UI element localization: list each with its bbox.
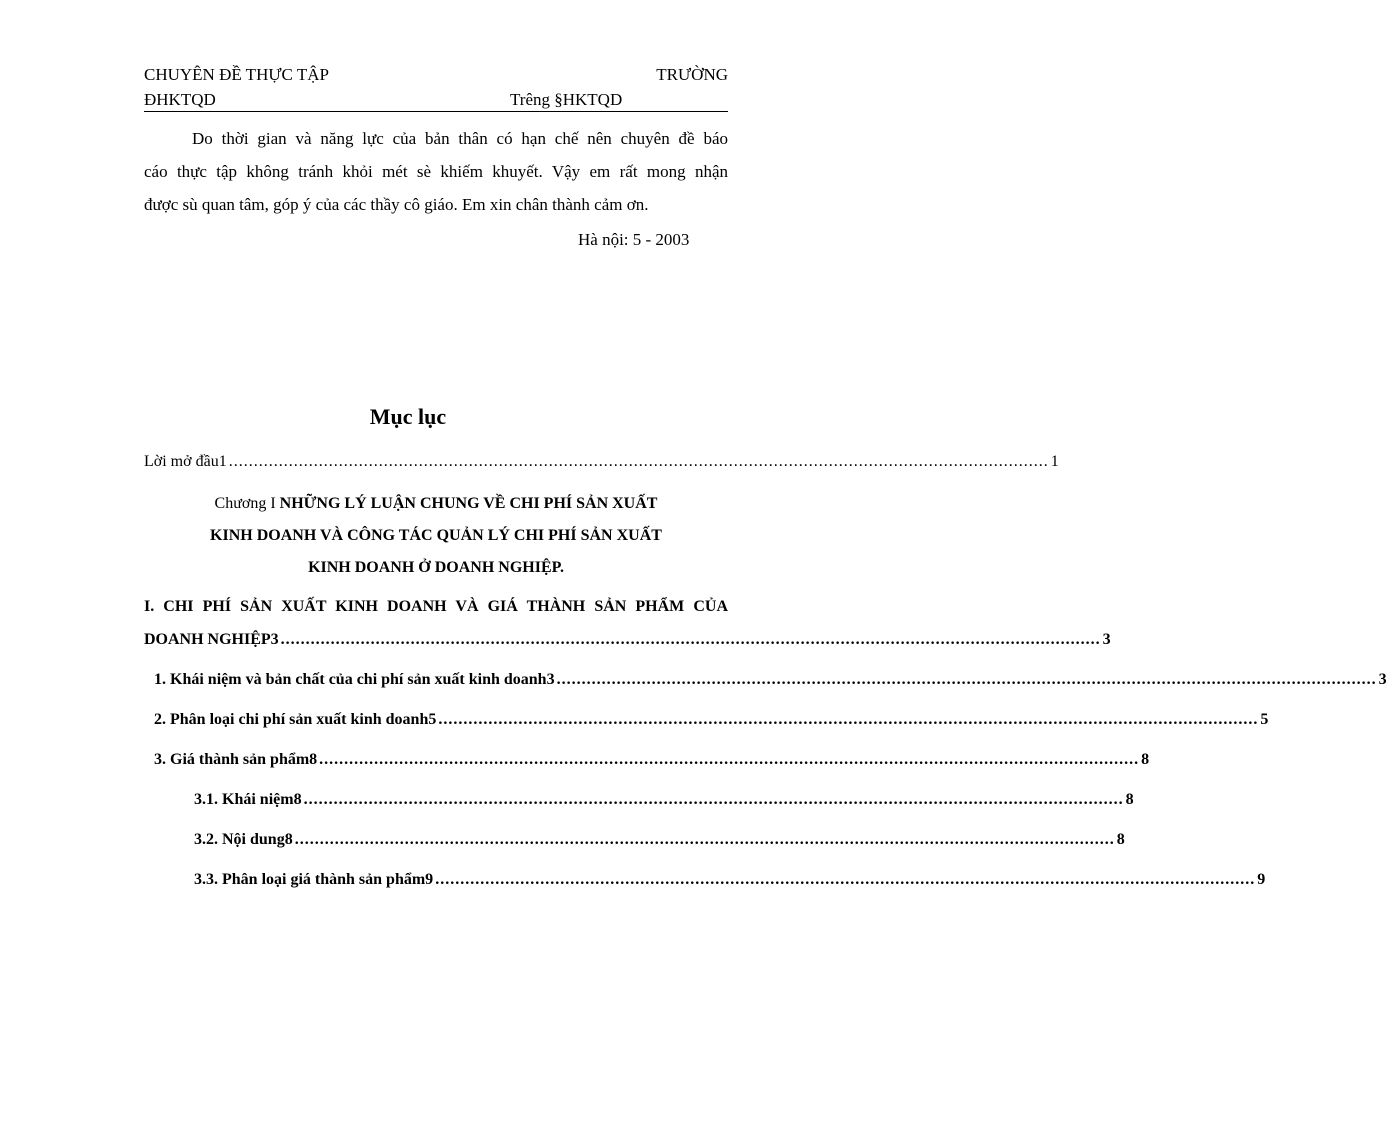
intro-line: cáo thực tập không tránh khỏi mét sè khiếm khuyết. Vậy em rất mong nhận — [144, 162, 728, 181]
chapter-title-part: KINH DOANH Ở DOANH NGHIỆP. — [308, 559, 564, 576]
chapter-title-part: NHỮNG LÝ LUẬN CHUNG VỀ CHI PHÍ SẢN XUẤT — [279, 495, 658, 512]
toc-entry — [194, 791, 1134, 809]
toc-entry-page: 3 — [1102, 631, 1111, 648]
intro-date: Hà nội: 5 - 2003 — [578, 230, 690, 249]
toc-chapter-heading — [144, 488, 728, 584]
toc-entry-label: 3. Giá thành sản phẩm8 — [154, 751, 318, 768]
toc-entry — [194, 871, 1266, 889]
toc-entry-page: 8 — [1125, 791, 1134, 808]
chapter-title-part: KINH DOANH VÀ CÔNG TÁC QUẢN LÝ CHI PHÍ SẢN XUẤT — [210, 527, 662, 544]
page-header-row-1 — [144, 64, 728, 86]
toc-entry-page: 5 — [1260, 711, 1269, 728]
toc-entry — [154, 711, 1269, 729]
toc-entry-label: 1. Khái niệm và bản chất của chi phí sản xuất kinh doanh3 — [154, 671, 555, 688]
toc-entry-label: DOANH NGHIỆP3 — [144, 631, 279, 648]
intro-paragraph — [144, 122, 728, 221]
intro-line: Do thời gian và năng lực của bản thân có hạn chế nên chuyên đề báo — [192, 129, 728, 148]
page-header-row-2 — [144, 89, 728, 112]
toc-entry-section-1 — [144, 631, 1111, 649]
toc-leader-dots: .................................................................................................................................................................... — [319, 751, 1140, 768]
toc-entry-page: 8 — [1141, 751, 1150, 768]
chapter-line — [144, 488, 728, 520]
toc-entry-intro — [144, 453, 1059, 471]
toc-leader-dots: .................................................................................................................................................................... — [438, 711, 1259, 728]
toc-entry-label: 3.3. Phân loại giá thành sản phẩm9 — [194, 871, 434, 888]
toc-leader-dots: .................................................................................................................................................................... — [228, 453, 1049, 470]
toc-title: Mục lục — [369, 404, 447, 429]
toc-entry-label: 2. Phân loại chi phí sản xuất kinh doanh5 — [154, 711, 437, 728]
header-page-label: Trêng §HKTQD — [510, 90, 623, 109]
toc-leader-dots: .................................................................................................................................................................... — [435, 871, 1256, 888]
toc-leader-dots: .................................................................................................................................................................... — [294, 831, 1115, 848]
toc-entry — [154, 751, 1150, 769]
toc-entry-page: 3 — [1378, 671, 1387, 688]
toc-entry-page: 1 — [1050, 453, 1059, 470]
header-doc-type: CHUYÊN ĐỀ THỰC TẬP — [144, 65, 329, 84]
toc-section-1-title: I. CHI PHÍ SẢN XUẤT KINH DOANH VÀ GIÁ THÀNH SẢN PHẨM CỦA — [144, 598, 728, 615]
toc-leader-dots: .................................................................................................................................................................... — [280, 631, 1101, 648]
header-school-label: TRƯỜNG — [656, 65, 728, 84]
toc-entry-label: 3.1. Khái niệm8 — [194, 791, 302, 808]
chapter-prefix: Chương I — [214, 495, 280, 512]
toc-entry-page: 9 — [1257, 871, 1266, 888]
toc-entry — [194, 831, 1125, 849]
toc-leader-dots: .................................................................................................................................................................... — [556, 671, 1377, 688]
toc-leader-dots: .................................................................................................................................................................... — [303, 791, 1124, 808]
intro-line: được sù quan tâm, góp ý của các thầy cô giáo. Em xin chân thành cảm ơn. — [144, 195, 649, 214]
toc-entry — [154, 671, 1387, 689]
toc-entry-label: Lời mở đầu1 — [144, 453, 227, 470]
header-school-abbrev: ĐHKTQD — [144, 90, 216, 109]
toc-entry-label: 3.2. Nội dung8 — [194, 831, 293, 848]
toc-entry-page: 8 — [1116, 831, 1125, 848]
